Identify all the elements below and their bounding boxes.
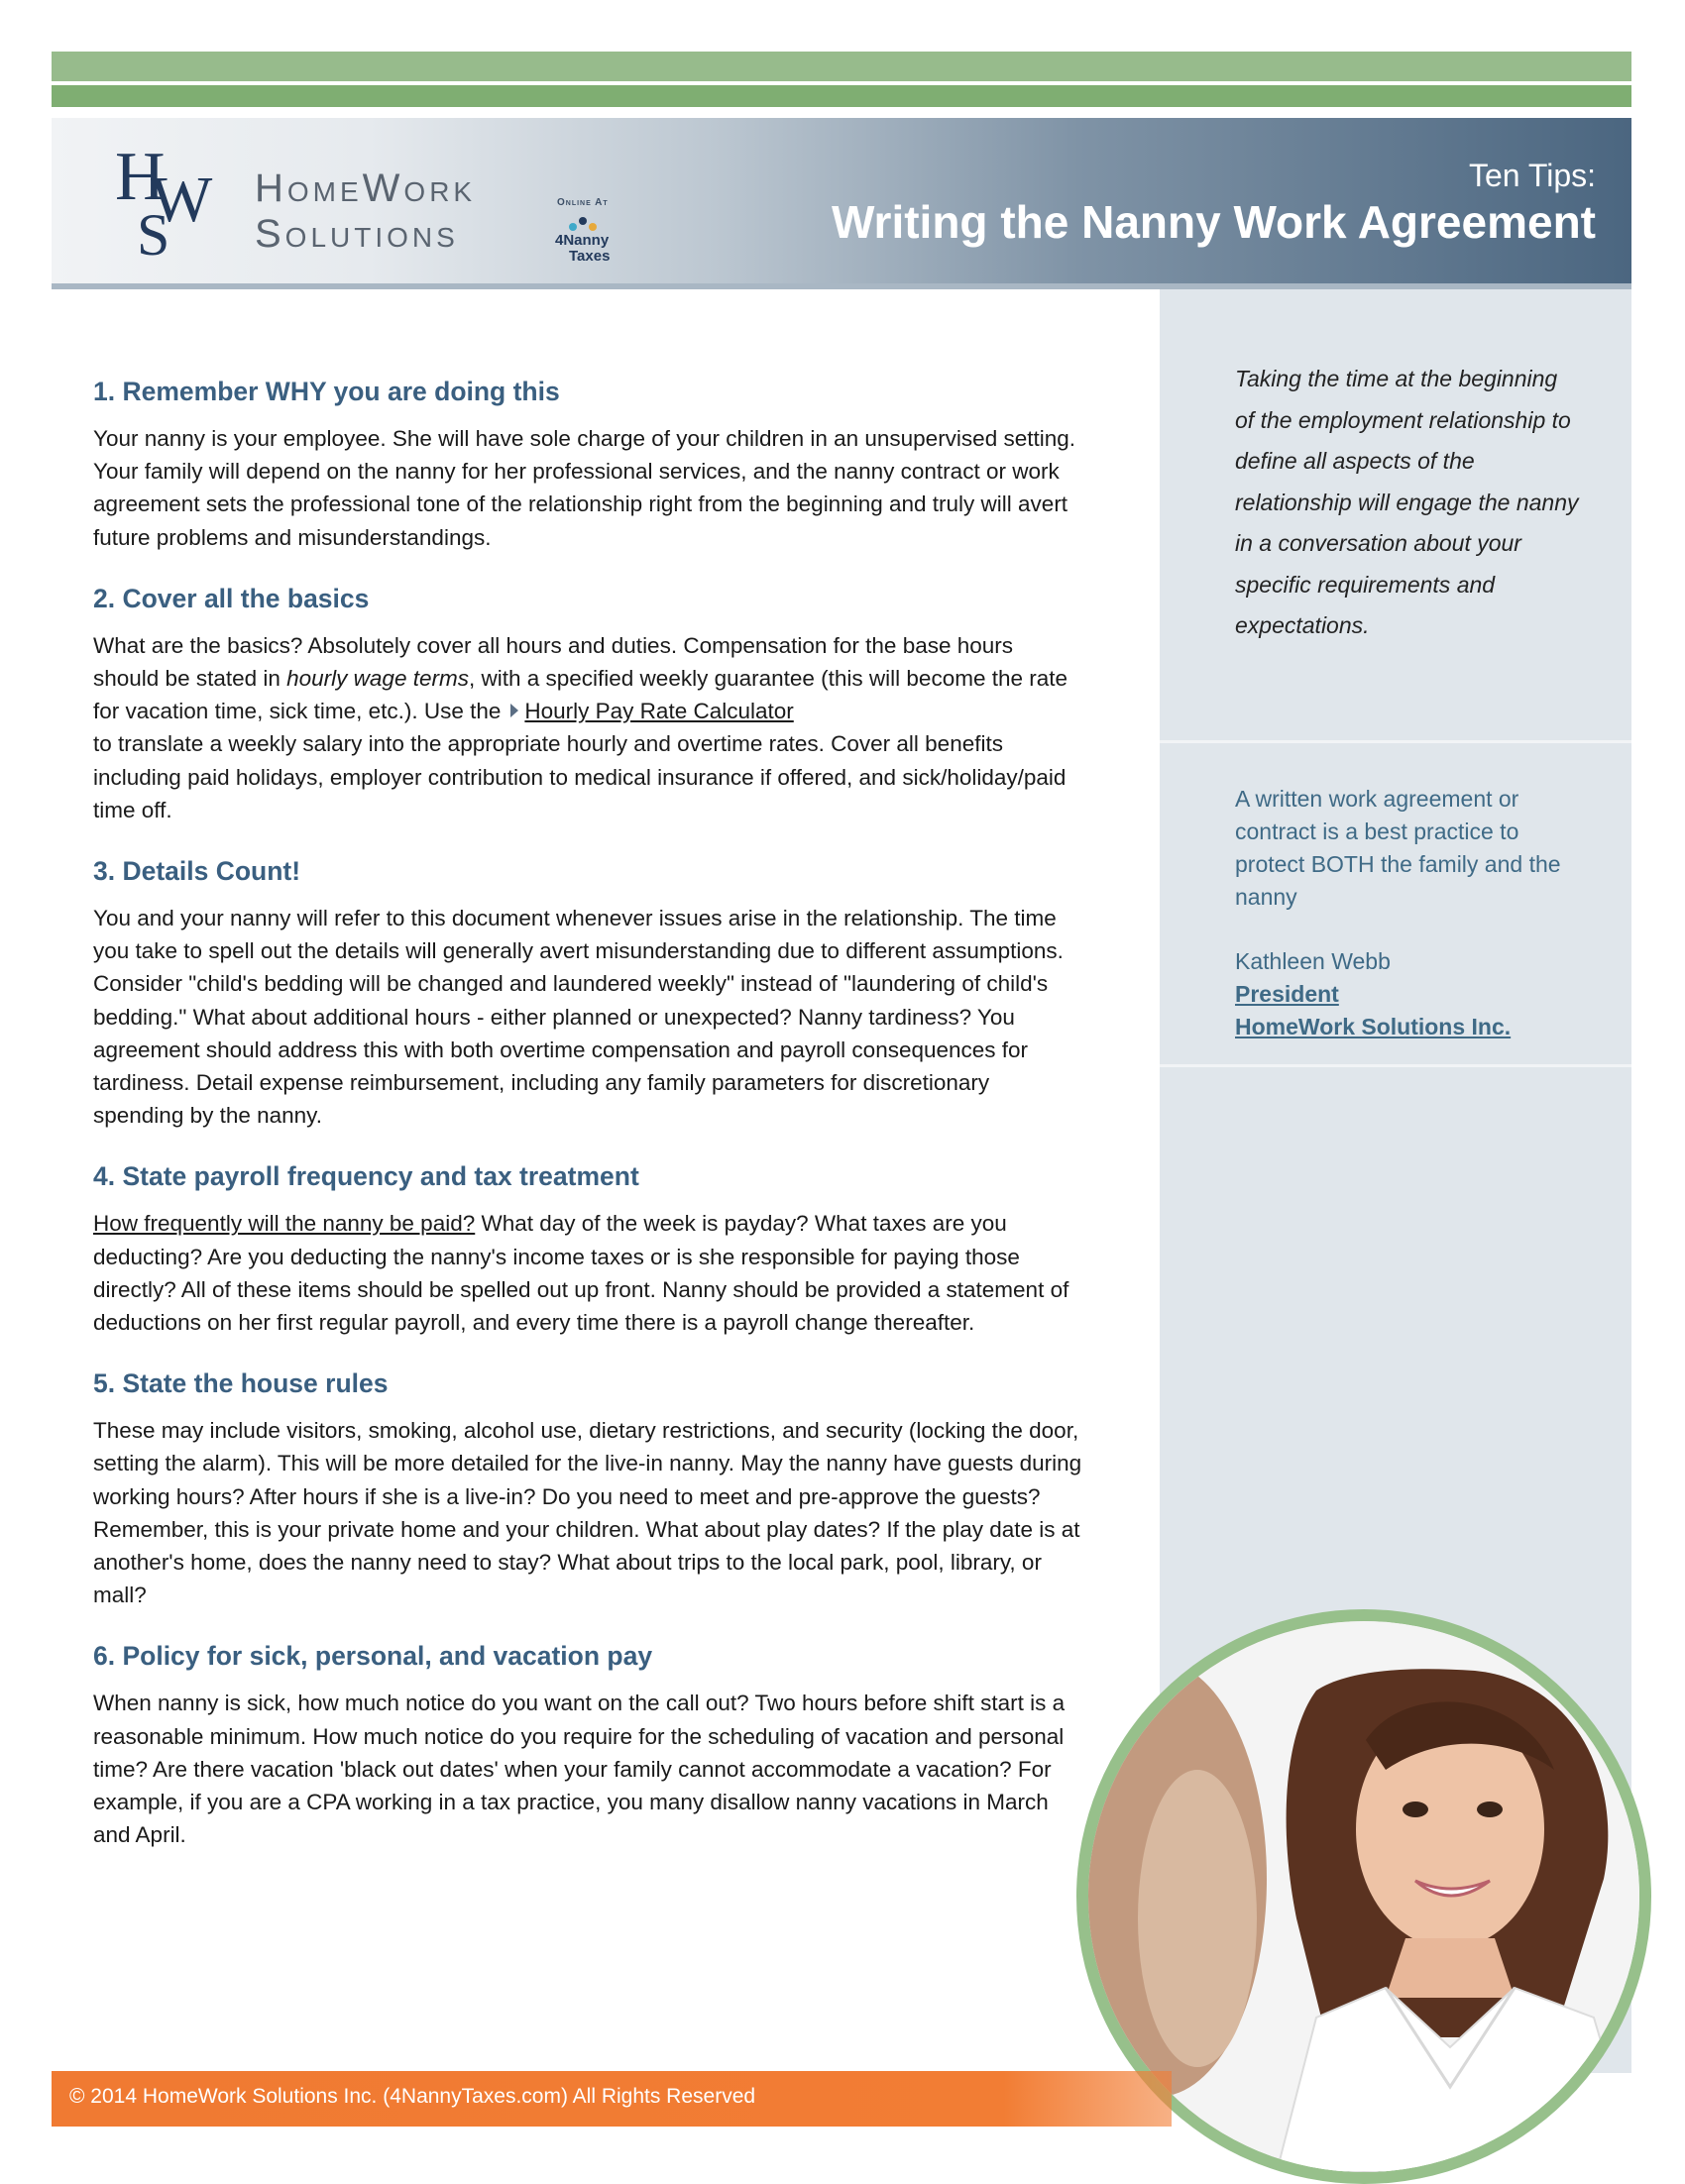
- taxes-line: Taxes: [569, 248, 611, 265]
- tip-text: What are the basics? Absolutely cover all hours and duties. Compensation for the base hours should be stated in: [93, 632, 1014, 692]
- main-content: [93, 375, 1084, 1880]
- tip-body: When nanny is sick, how much notice do you want on the call out? Two hours before shift start is a reasonable minimum. How much notice do you require for the scheduling of vacation and personal time? Are there vacation 'black out dates' when your family cannot accommodate a vacation? For example, if you are a CPA working in a tax practice, you many disallow nanny vacations in March and April.: [93, 1691, 1066, 1848]
- tip-section: [93, 582, 1084, 826]
- sidebar-signature: [1235, 945, 1612, 1043]
- svg-text:H: H: [115, 139, 166, 215]
- tip-body: [93, 629, 1084, 826]
- top-green-stripe-dark: [52, 85, 1631, 107]
- signature-name: Kathleen Webb: [1235, 948, 1391, 974]
- tip-section: [93, 1639, 1084, 1851]
- tip-text: , with a specified weekly guarantee (this will become the rate for vacation time, sick time, etc.). Use the: [93, 666, 1068, 724]
- tip-emphasis: hourly wage terms: [286, 666, 469, 692]
- page-header: [52, 118, 1631, 286]
- homework-solutions-logo: [111, 138, 666, 267]
- tip-heading: 4. State payroll frequency and tax treatment: [93, 1161, 639, 1192]
- tip-body: These may include visitors, smoking, alcohol use, dietary restrictions, and security (locking the door, setting the alarm). This will be more detailed for the live-in nanny. May the nanny have guests during working hours? After hours if she is a live-in? Do you need to meet and pre-approve the guests? Remember, this is your private home and your children. What about play dates? If the play date is at another's home, does the nanny need to stay? What about trips to the local park, pool, library, or mall?: [93, 1418, 1082, 1608]
- logo-line-2: Solutions: [255, 212, 459, 256]
- tip-section: [93, 1159, 1084, 1339]
- online-at-label: Online At: [557, 197, 609, 208]
- 4nanny-line: 4Nanny: [555, 232, 610, 249]
- logo-wordmark: [255, 165, 476, 257]
- signature-title-link[interactable]: President: [1235, 981, 1339, 1007]
- logo-line-1: HomeWork: [255, 166, 477, 210]
- sidebar-note: A written work agreement or contract is a best practice to protect BOTH the family and the nanny: [1235, 786, 1561, 910]
- signature-company-link[interactable]: HomeWork Solutions Inc.: [1235, 1014, 1512, 1039]
- link-arrow-icon: [510, 704, 518, 717]
- footer-copyright: © 2014 HomeWork Solutions Inc. (4NannyTaxes.com) All Rights Reserved: [69, 2085, 756, 2108]
- tip-body: You and your nanny will refer to this document whenever issues arise in the relationship. The time you take to spell out the details will generally avert misunderstanding due to different assumptions. Consider "child's bedding will be changed and laundered weekly" instead of "laundering of child's bedding." What about additional hours - either planned or unexpected? Nanny tardiness? You agreement should address this with both overtime compensation and payroll consequences for tardiness. Detail expense reimbursement, including any family parameters for discretionary spending by the nanny.: [93, 906, 1064, 1129]
- tip-heading: 3. Details Count!: [93, 856, 301, 887]
- top-green-stripe: [52, 52, 1631, 81]
- hsw-monogram-icon: [111, 138, 240, 267]
- tip-text: to translate a weekly salary into the appropriate hourly and overtime rates. Cover all benefits including paid holidays, employer contribution to medical insurance if offered, and sick/holiday/paid time off.: [93, 731, 1067, 822]
- page-title: Writing the Nanny Work Agreement: [831, 196, 1596, 248]
- payroll-frequency-link[interactable]: How frequently will the nanny be paid?: [93, 1211, 476, 1237]
- sidebar-divider: [1160, 740, 1631, 743]
- tip-section: [93, 1366, 1084, 1611]
- tip-body: Your nanny is your employee. She will have sole charge of your children in an unsupervised setting. Your family will depend on the nanny for her professional services, and the nanny contract or work agreement sets the professional tone of the relationship right from the beginning and truly will avert future problems and misunderstandings.: [93, 426, 1075, 550]
- svg-text:W: W: [151, 164, 213, 236]
- tip-section: [93, 854, 1084, 1132]
- tip-section: [93, 375, 1084, 554]
- 4nannytaxes-logo: [555, 215, 634, 265]
- hourly-pay-rate-calculator-link[interactable]: Hourly Pay Rate Calculator: [524, 699, 794, 724]
- header-kicker: Ten Tips:: [1468, 158, 1596, 193]
- tip-text: What day of the week is payday? What taxes are you deducting? Are you deducting the nanny's income taxes or is she responsible for paying those directly? All of these items should be spelled out up front. Nanny should be provided a statement of deductions on her first regular payroll, and every time there is a payroll change thereafter.: [93, 1211, 1069, 1336]
- svg-text:S: S: [137, 202, 170, 267]
- tip-heading: 2. Cover all the basics: [93, 583, 370, 613]
- tip-body: [93, 1207, 1084, 1339]
- sidebar-divider: [1160, 1064, 1631, 1067]
- sidebar-quote: Taking the time at the beginning of the employment relationship to define all aspects of the relationship will engage the nanny in a conversation about your specific requirements and expectations.: [1235, 366, 1579, 638]
- tip-heading: 6. Policy for sick, personal, and vacation pay: [93, 1641, 653, 1672]
- tip-heading: 1. Remember WHY you are doing this: [93, 377, 560, 406]
- tip-heading: 5. State the house rules: [93, 1368, 389, 1399]
